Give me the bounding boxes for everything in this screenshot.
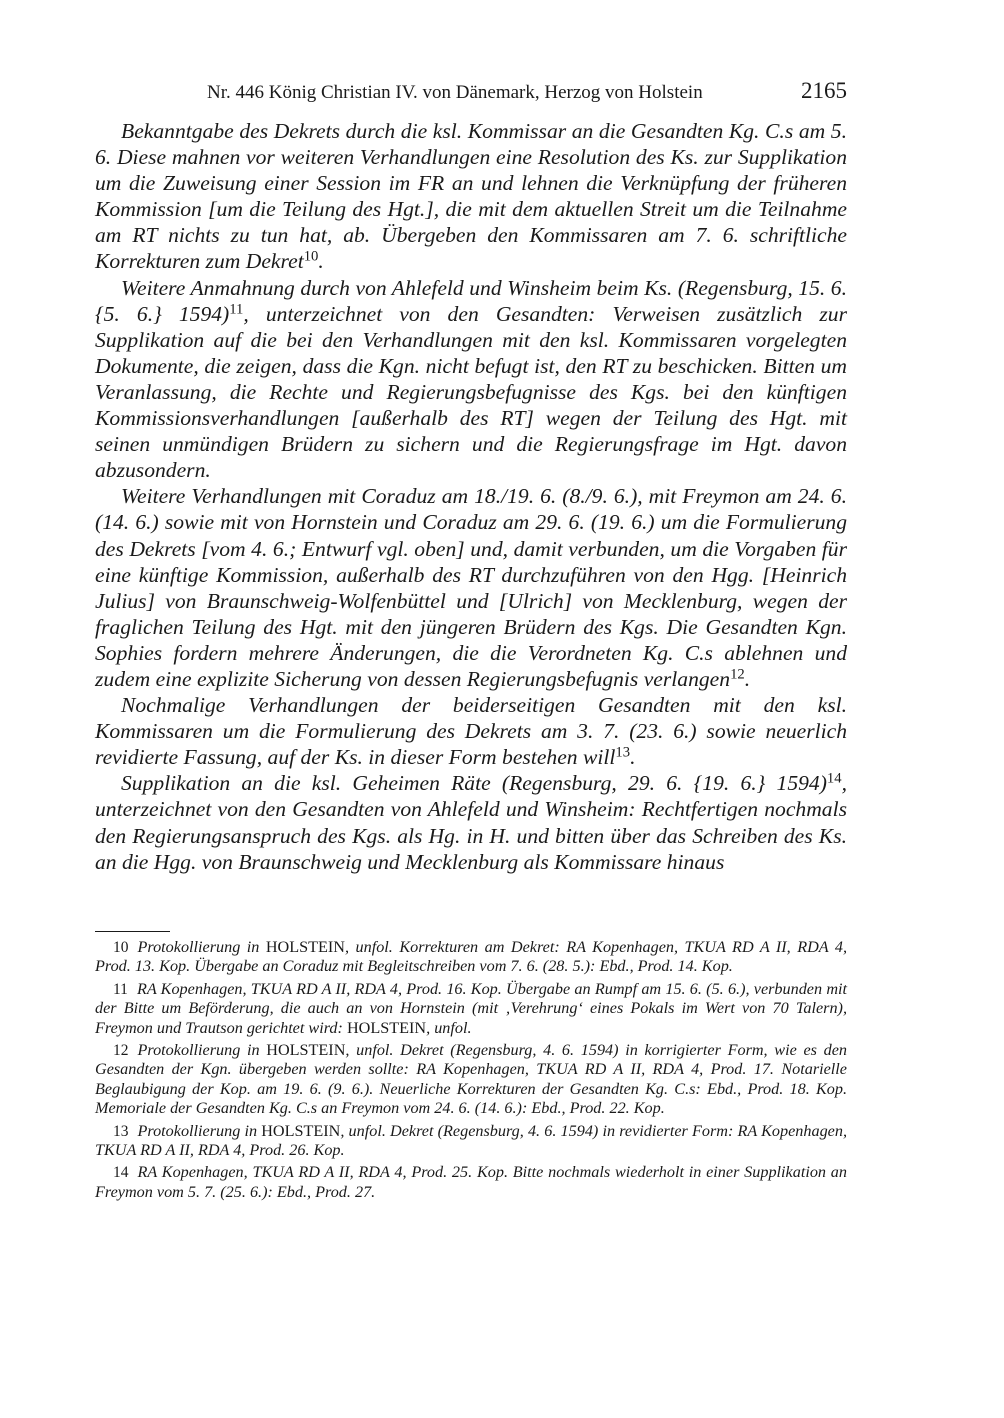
footnote bbox=[95, 1041, 847, 1119]
footnote-text-part: RA Kopenhagen, TKUA RD A II, RDA 4, Prod. 25. Kop. Bitte nochmals wiederholt in einer Supplikation an Freymon vom 5. 7. (25. 6.): Ebd., Prod. 27. bbox=[95, 1163, 847, 1201]
paragraph-text: , unterzeichnet von den Gesandten von Ahlefeld und Winsheim: Rechtfertigen nochmals den Regierungsanspruch des Kgs. als Hg. in H. und bitten über das Schreiben des Ks. an die Hgg. von Braunschweig und Mecklenburg als Kommissare hinaus bbox=[95, 771, 847, 874]
paragraph-text: . bbox=[318, 249, 324, 274]
paragraph bbox=[95, 118, 847, 275]
main-text bbox=[95, 118, 847, 875]
footnote-number: 12 bbox=[113, 1042, 129, 1060]
footnote-number: 14 bbox=[113, 1164, 129, 1182]
paragraph-text: . bbox=[744, 666, 751, 691]
footnote-separator bbox=[95, 931, 170, 932]
paragraph-text: . bbox=[630, 745, 636, 770]
footnote-ref: 13 bbox=[615, 744, 631, 761]
paragraph bbox=[95, 692, 847, 770]
paragraph-text: Supplikation an die ksl. Geheimen Räte (Regensburg, 29. 6. {19. 6.} 1594) bbox=[121, 771, 827, 796]
paragraph-text: Weitere Verhandlungen mit Coraduz am 18./19. 6. (8./9. 6.), mit Freymon am 24. 6. (14. 6.) sowie mit von Hornstein und Coraduz am 29. 6. (19. 6.) um die Formulierung des Dekrets [vom 4. 6.; Entwurf vgl. oben] und, damit verbunden, um die Vorgaben für eine künftige Kommission, außerhalb des RT durchzuführen von den Hgg. [Heinrich Julius] von Braunschweig-Wolfenbüttel und [Ulrich] von Mecklenburg, wegen der fraglichen Teilung des Hgt. mit den jüngeren Brüdern des Kgs. Die Gesandten Kgn. Sophies fordern mehrere Änderungen, die die Verordneten Kg. C.s ablehnen und zudem eine explizite Sicherung von dessen Regierungsbefugnis verlangen bbox=[95, 484, 847, 691]
paragraph-text: Bekanntgabe des Dekrets durch die ksl. Kommissar an die Gesandten Kg. C.s am 5. 6. Diese mahnen vor weiteren Verhandlungen eine Resolution des Ks. zur Supplikation um die Zuweisung einer Session im FR an und lehnen die Verknüpfung der früheren Kommission [um die Teilung des Hgt.], die mit dem aktuellen Streit um die Teilnahme am RT nichts zu tun hat, ab. Übergeben den Kommissaren am 7. 6. schriftliche Korrekturen zum Dekret bbox=[95, 119, 847, 274]
footnote-number: 10 bbox=[113, 939, 129, 956]
footnote-text-part: , unfol. Dekret (Regensburg, 4. 6. 1594) in revidierter Form: RA Kopenhagen, TKUA RD A II, RDA 4, Prod. 26. Kop. bbox=[95, 1121, 847, 1160]
footnote-text-part: Protokollierung in bbox=[137, 938, 266, 956]
footnote-text-part: RA Kopenhagen, TKUA RD A II, RDA 4, Prod. 16. Kop. Übergabe an Rumpf am 15. 6. (5. 6.), verbunden mit der Bitte um Beförderung, die auch an von Hornstein (mit ‚Verehrung‘ eines Pokals im Wert von 70 Talern), Freymon und Trautson gerichtet wird: bbox=[95, 979, 847, 1037]
page-number: 2165 bbox=[801, 78, 847, 103]
footnote-ref: 12 bbox=[730, 666, 745, 683]
footnote bbox=[95, 1163, 847, 1202]
footnote-text bbox=[95, 1163, 847, 1200]
paragraph-text: , unterzeichnet von den Gesandten: Verweisen zusätzlich zur Supplikation auf die bei den Verhandlungen mit den ksl. Kommissaren vorgelegten Dokumente, die zeigen, dass die Kgn. nicht befugt ist, den RT zu beschicken. Bitten um Veranlassung, die Rechte und Regierungsbefugnisse des Kgs. bei den künftigen Kommissionsverhandlungen [außerhalb des RT] wegen der Teilung des Hgt. mit seinen unmündigen Brüdern zu sichern und die Regierungsfrage im Hgt. davon abzusondern. bbox=[95, 301, 847, 483]
footnote bbox=[95, 938, 847, 977]
running-header bbox=[95, 78, 847, 110]
paragraph bbox=[95, 275, 847, 484]
footnote-number: 13 bbox=[113, 1122, 129, 1140]
running-title: Nr. 446 König Christian IV. von Dänemark, Herzog von Holstein bbox=[207, 82, 703, 103]
footnote-ref: 14 bbox=[826, 771, 842, 787]
footnotes bbox=[95, 938, 847, 1205]
footnote-text-part: Protokollierung in bbox=[137, 1121, 262, 1140]
footnote-source-name: HOLSTEIN bbox=[346, 1018, 427, 1037]
paragraph-text: Nochmalige Verhandlungen der beiderseitigen Gesandten mit den ksl. Kommissaren um die Formulierung des Dekrets am 3. 7. (23. 6.) sowie neuerlich revidierte Fassung, auf der Ks. in dieser Form bestehen will bbox=[95, 693, 847, 770]
footnote-ref: 10 bbox=[303, 249, 319, 266]
footnote-number: 11 bbox=[113, 980, 128, 998]
footnote-source-name: HOLSTEIN bbox=[261, 1121, 341, 1140]
footnote bbox=[95, 1122, 847, 1161]
footnote-text bbox=[95, 1041, 847, 1117]
paragraph bbox=[95, 770, 847, 874]
footnote-text bbox=[95, 938, 847, 975]
footnote-source-name: HOLSTEIN bbox=[266, 1041, 346, 1060]
paragraph bbox=[95, 483, 847, 692]
footnote-text bbox=[95, 1122, 847, 1159]
footnote-ref: 11 bbox=[229, 301, 244, 318]
footnote-text-part: Protokollierung in bbox=[137, 1041, 267, 1060]
footnote-text-part: , unfol. bbox=[426, 1018, 472, 1037]
footnote-text-part: , unfol. Korrekturen am Dekret: RA Kopenhagen, TKUA RD A II, RDA 4, Prod. 13. Kop. Übergabe an Coraduz mit Begleitschreiben vom 7. 6. (28. 5.): Ebd., Prod. 14. Kop. bbox=[95, 938, 847, 976]
footnote-source-name: HOLSTEIN bbox=[265, 938, 345, 956]
footnote-text-part: , unfol. Dekret (Regensburg, 4. 6. 1594) in korrigierter Form, wie es den Gesandten der Kgn. übergeben werden sollte: RA Kopenhagen, TKUA RD A II, RDA 4, Prod. 17. Notarielle Beglaubigung der Kop. am 19. 6. (9. 6.). Neuerliche Korrekturen der Gesandten Kg. C.s: Ebd., Prod. 18. Kop. Memoriale der Gesandten Kg. C.s an Freymon vom 24. 6. (14. 6.): Ebd., Prod. 22. Kop. bbox=[95, 1041, 847, 1118]
footnote-text bbox=[95, 980, 847, 1037]
paragraph-text: Weitere Anmahnung durch von Ahlefeld und Winsheim beim Ks. (Regensburg, 15. 6. {5. 6.} 1594) bbox=[95, 275, 847, 326]
footnote bbox=[95, 980, 847, 1038]
